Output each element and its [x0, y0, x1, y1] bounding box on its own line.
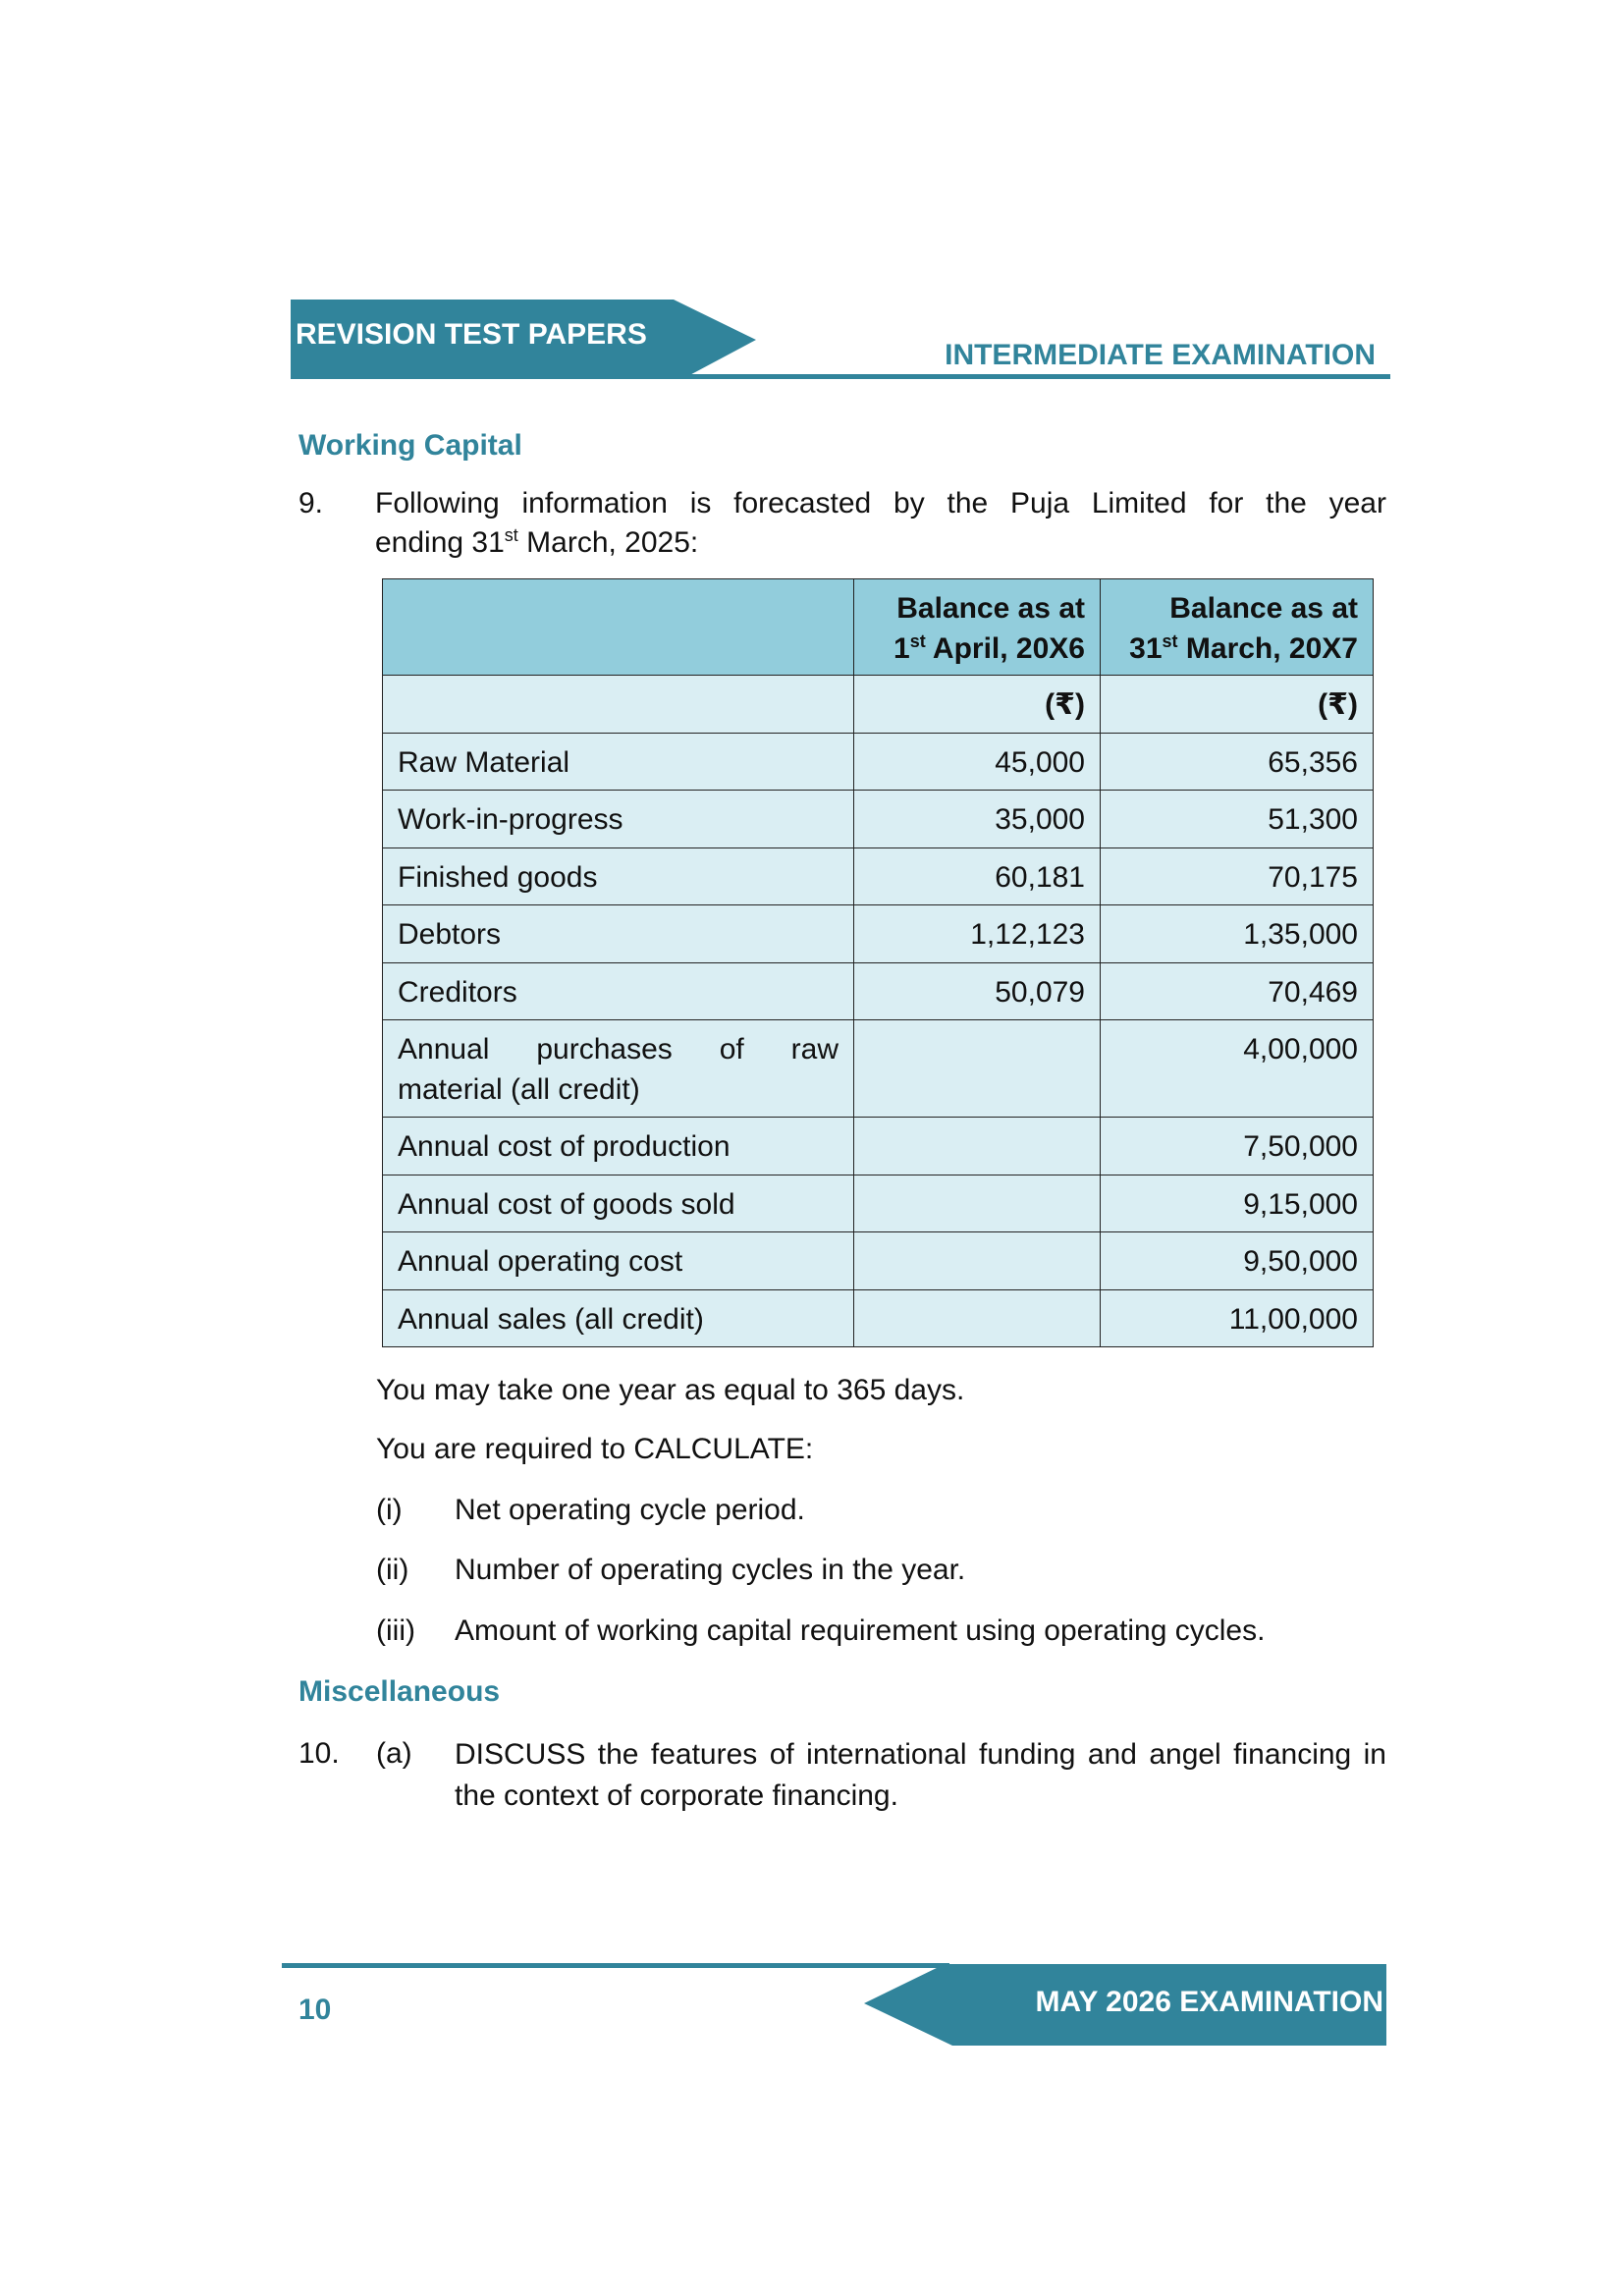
question-text: [455, 1734, 1386, 1817]
task-text: Net operating cycle period.: [455, 1494, 805, 1526]
closing-value: 7,50,000: [1101, 1118, 1374, 1175]
closing-value: 65,356: [1101, 733, 1374, 791]
table-header-row: [383, 579, 1374, 676]
table-row: [383, 1289, 1374, 1347]
opening-value: 50,079: [854, 962, 1101, 1020]
closing-value: 4,00,000: [1101, 1020, 1374, 1118]
row-label: Debtors: [383, 905, 854, 963]
task-label: (iii): [376, 1614, 415, 1647]
closing-value: 70,469: [1101, 962, 1374, 1020]
question-number: 10.: [298, 1737, 340, 1770]
header-line: [869, 629, 1085, 669]
superscript: st: [909, 631, 926, 651]
header-fragment: March, 20X7: [1177, 632, 1358, 665]
question-text: [375, 484, 1386, 563]
table-row: [383, 847, 1374, 905]
opening-value: 35,000: [854, 791, 1101, 848]
table-row: [383, 1118, 1374, 1175]
superscript: st: [1162, 631, 1178, 651]
table-row: [383, 905, 1374, 963]
footer-rule: [282, 1963, 949, 1968]
question-text-line: Following information is forecasted by the Puja Limited for the year: [375, 487, 1386, 519]
table-header-cell-opening: [854, 579, 1101, 676]
row-label-line: material (all credit): [398, 1073, 640, 1106]
table-cell: [383, 676, 854, 734]
row-label: Raw Material: [383, 733, 854, 791]
table-unit-row: [383, 676, 1374, 734]
closing-value: 1,35,000: [1101, 905, 1374, 963]
question-text-line: the context of corporate financing.: [455, 1779, 898, 1812]
header-exam-label: INTERMEDIATE EXAMINATION: [945, 339, 1376, 371]
closing-value: 11,00,000: [1101, 1289, 1374, 1347]
footer-exam-label: MAY 2026 EXAMINATION: [1035, 1986, 1383, 2018]
opening-value: 1,12,123: [854, 905, 1101, 963]
closing-value: 9,50,000: [1101, 1232, 1374, 1290]
row-label: Annual cost of goods sold: [383, 1175, 854, 1232]
question-number: 9.: [298, 487, 324, 519]
task-label: (i): [376, 1494, 403, 1526]
assumption-note: You may take one year as equal to 365 days.: [376, 1374, 965, 1406]
superscript: st: [504, 525, 518, 545]
header-fragment: April, 20X6: [925, 632, 1085, 665]
table-row: [383, 1175, 1374, 1232]
opening-value: 60,181: [854, 847, 1101, 905]
header-fragment: 1: [893, 632, 910, 665]
header-line: Balance as at: [1169, 592, 1358, 625]
row-label: Finished goods: [383, 847, 854, 905]
part-label: (a): [376, 1737, 412, 1770]
row-label: Creditors: [383, 962, 854, 1020]
header-fragment: 31: [1129, 632, 1163, 665]
header-banner-label: REVISION TEST PAPERS: [296, 318, 647, 351]
page-number: 10: [298, 1994, 332, 2026]
opening-value: [854, 1232, 1101, 1290]
row-label-line: Annual purchases of raw: [398, 1033, 839, 1066]
question-text-fragment: March, 2025:: [517, 526, 699, 559]
row-label: Annual operating cost: [383, 1232, 854, 1290]
table-row: [383, 1020, 1374, 1118]
unit-cell: (₹): [854, 676, 1101, 734]
task-text: Amount of working capital requirement using operating cycles.: [455, 1614, 1266, 1647]
header-line: Balance as at: [896, 592, 1085, 625]
unit-cell: (₹): [1101, 676, 1374, 734]
opening-value: [854, 1175, 1101, 1232]
section-heading-miscellaneous: Miscellaneous: [298, 1675, 501, 1708]
table-header-cell-closing: [1101, 579, 1374, 676]
opening-value: [854, 1289, 1101, 1347]
task-text: Number of operating cycles in the year.: [455, 1554, 966, 1586]
row-label: [383, 1020, 854, 1118]
task-label: (ii): [376, 1554, 409, 1586]
opening-value: [854, 1118, 1101, 1175]
opening-value: 45,000: [854, 733, 1101, 791]
closing-value: 9,15,000: [1101, 1175, 1374, 1232]
header-line: [1115, 629, 1358, 669]
table-row: [383, 1232, 1374, 1290]
table-row: [383, 733, 1374, 791]
table-row: [383, 962, 1374, 1020]
opening-value: [854, 1020, 1101, 1118]
question-text-line: DISCUSS the features of international funding and angel financing in: [455, 1738, 1386, 1771]
question-text-line: [375, 523, 1386, 563]
question-text-fragment: ending 31: [375, 526, 505, 559]
row-label: Annual cost of production: [383, 1118, 854, 1175]
balance-table: [382, 578, 1374, 1347]
row-label: Work-in-progress: [383, 791, 854, 848]
closing-value: 70,175: [1101, 847, 1374, 905]
row-label: Annual sales (all credit): [383, 1289, 854, 1347]
table-row: [383, 791, 1374, 848]
table-header-cell-empty: [383, 579, 854, 676]
closing-value: 51,300: [1101, 791, 1374, 848]
section-heading-working-capital: Working Capital: [298, 429, 522, 462]
instruction-text: You are required to CALCULATE:: [376, 1433, 814, 1465]
